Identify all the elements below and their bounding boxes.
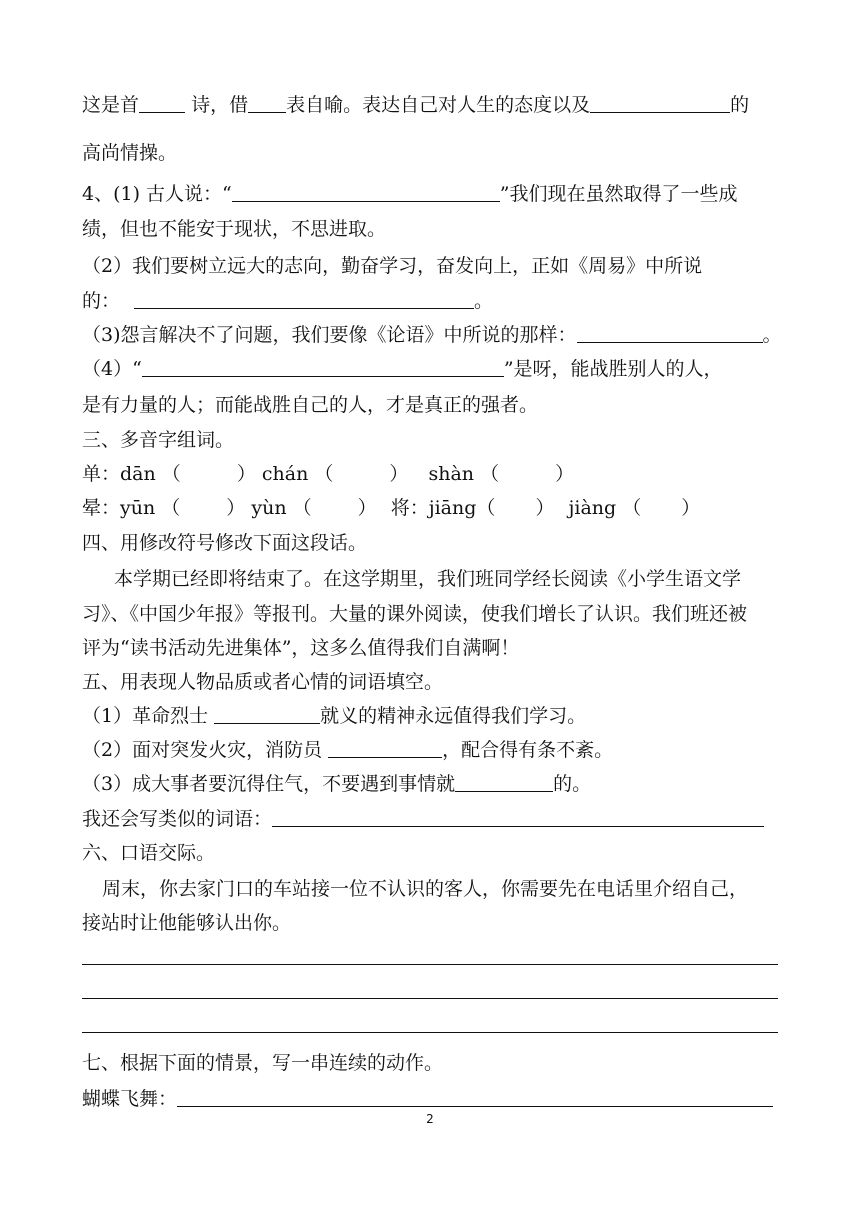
section-3-title: 三、多音字组词。 <box>82 429 235 451</box>
polyphone-dan: 单：dān （ ） chán （ ） shàn （ ） <box>82 463 575 485</box>
blank <box>577 322 763 343</box>
blank <box>248 92 286 113</box>
blank <box>590 92 730 113</box>
q4-2: （2）我们要树立远大的志向，勤奋学习，奋发向上，正如《周易》中所说 <box>82 255 703 277</box>
s4-paragraph-3: 评为“读书活动先进集体”，这多么值得我们自满啊！ <box>82 637 520 659</box>
blank <box>214 703 320 724</box>
blank <box>177 1086 773 1107</box>
blank <box>134 288 474 309</box>
s5-extra: 我还会写类似的词语： <box>82 806 782 832</box>
q4-1-cont: 绩，但也不能安于现状，不思进取。 <box>82 218 387 240</box>
s4-paragraph-1: 本学期已经即将结束了。在这学期里，我们班同学经长阅读《小学生语文学 <box>114 568 742 590</box>
s4-paragraph-2: 习》、《中国少年报》等报刊。大量的课外阅读，使我们增长了认识。我们班还被 <box>82 603 748 625</box>
answer-line <box>82 964 778 965</box>
blank <box>455 771 553 792</box>
s5-1: （1）革命烈士 就义的精神永远值得我们学习。 <box>82 705 587 727</box>
blank <box>328 737 442 758</box>
q4-1: 4、(1) 古人说：“ ”我们现在虽然取得了一些成 <box>82 183 738 205</box>
q4-3: （3)怨言解决不了问题，我们要像《论语》中所说的那样： 。 <box>82 324 782 346</box>
blank <box>139 92 185 113</box>
blank <box>272 806 764 827</box>
s7-1: 蝴蝶飞舞： <box>82 1086 782 1112</box>
blank <box>142 356 504 377</box>
poem-line: 这是首 诗，借 表自喻。表达自己对人生的态度以及 的 <box>82 94 750 116</box>
q4-2-cont: 的： 。 <box>82 290 494 312</box>
q4-4-cont: 是有力量的人；而能战胜自己的人，才是真正的强者。 <box>82 394 539 416</box>
s6-paragraph-1: 周末，你去家门口的车站接一位不认识的客人，你需要先在电话里介绍自己， <box>102 878 749 900</box>
s5-3: （3）成大事者要沉得住气，不要遇到事情就 的。 <box>82 773 592 795</box>
answer-line <box>82 1032 778 1033</box>
section-4-title: 四、用修改符号修改下面这段话。 <box>82 532 368 554</box>
s5-2: （2）面对突发火灾，消防员 ，配合得有条不紊。 <box>82 739 614 761</box>
blank <box>232 181 500 202</box>
section-7-title: 七、根据下面的情景，写一串连续的动作。 <box>82 1052 444 1074</box>
q4-4: （4）“ ”是呀，能战胜别人的人， <box>82 358 723 380</box>
s6-paragraph-2: 接站时让他能够认出你。 <box>82 912 292 934</box>
page-number: 2 <box>426 1112 434 1126</box>
poem-line-2: 高尚情操。 <box>82 142 178 164</box>
answer-line <box>82 998 778 999</box>
section-6-title: 六、口语交际。 <box>82 842 216 864</box>
section-5-title: 五、用表现人物品质或者心情的词语填空。 <box>82 671 444 693</box>
polyphone-yun-jiang: 晕：yūn （ ） yùn （ ） 将：jiāng（ ） jiàng （ ） <box>82 497 701 519</box>
